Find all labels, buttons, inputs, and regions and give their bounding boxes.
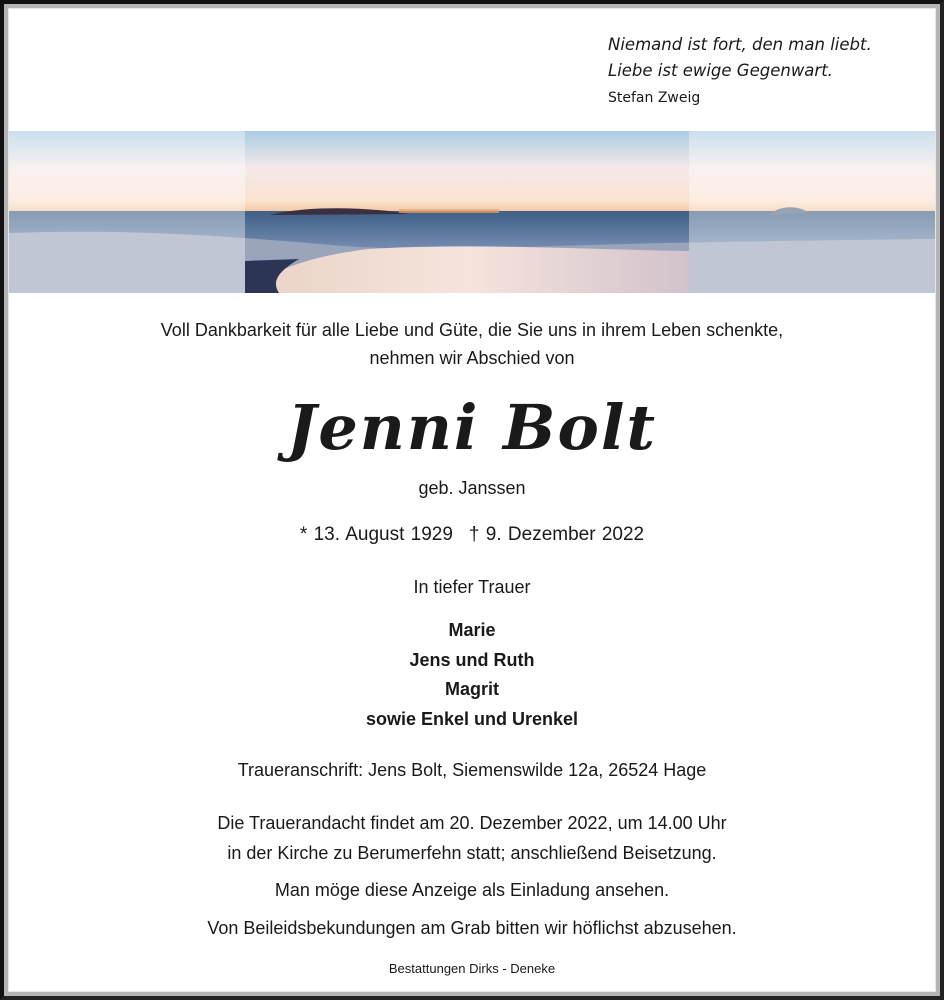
service-line-1: Die Trauerandacht findet am 20. Dezember 2022, um 14.00 Uhr: [217, 813, 727, 833]
service-details: [0, 808, 944, 868]
mourner-name: sowie Enkel und Urenkel: [365, 708, 579, 729]
invitation-note: Man möge diese Anzeige als Einladung ansehen.: [274, 880, 670, 900]
death-cross-icon: †: [468, 524, 480, 545]
maiden-name: geb. Janssen: [418, 478, 526, 498]
mourning-heading: In tiefer Trauer: [413, 577, 531, 597]
mourner-name: Magrit: [445, 679, 499, 699]
birth-star-icon: *: [299, 524, 308, 545]
sunset-beach-banner: [9, 131, 935, 293]
condolence-note: Von Beileidsbekundungen am Grab bitten wir höflichst abzusehen.: [207, 918, 737, 938]
intro-line-1: Voll Dankbarkeit für alle Liebe und Güte, die Sie uns in ihrem Leben schenkte,: [160, 320, 784, 340]
death-date: 9. Dezember 2022: [485, 524, 645, 545]
service-line-2: in der Kirche zu Berumerfehn statt; anschließend Beisetzung.: [227, 843, 717, 863]
deceased-name: Jenni Bolt: [286, 391, 658, 464]
undertaker-name: Bestattungen Dirks - Deneke: [388, 961, 556, 976]
mourner-name: Jens und Ruth: [409, 649, 535, 670]
intro-text: [0, 316, 944, 372]
quote-line-1: Niemand ist fort, den man liebt.: [608, 35, 872, 54]
beach-image-icon: [9, 131, 935, 293]
epitaph-quote: [608, 32, 872, 111]
intro-line-2: nehmen wir Abschied von: [369, 348, 575, 368]
mourner-name: Marie: [448, 620, 496, 640]
life-dates: [0, 524, 944, 546]
mourners-list: [0, 616, 944, 734]
quote-line-2: Liebe ist ewige Gegenwart.: [608, 61, 833, 80]
mourning-address: Traueranschrift: Jens Bolt, Siemenswilde 12a, 26524 Hage: [237, 760, 707, 780]
birth-date: 13. August 1929: [313, 524, 453, 545]
quote-author: Stefan Zweig: [608, 90, 701, 106]
